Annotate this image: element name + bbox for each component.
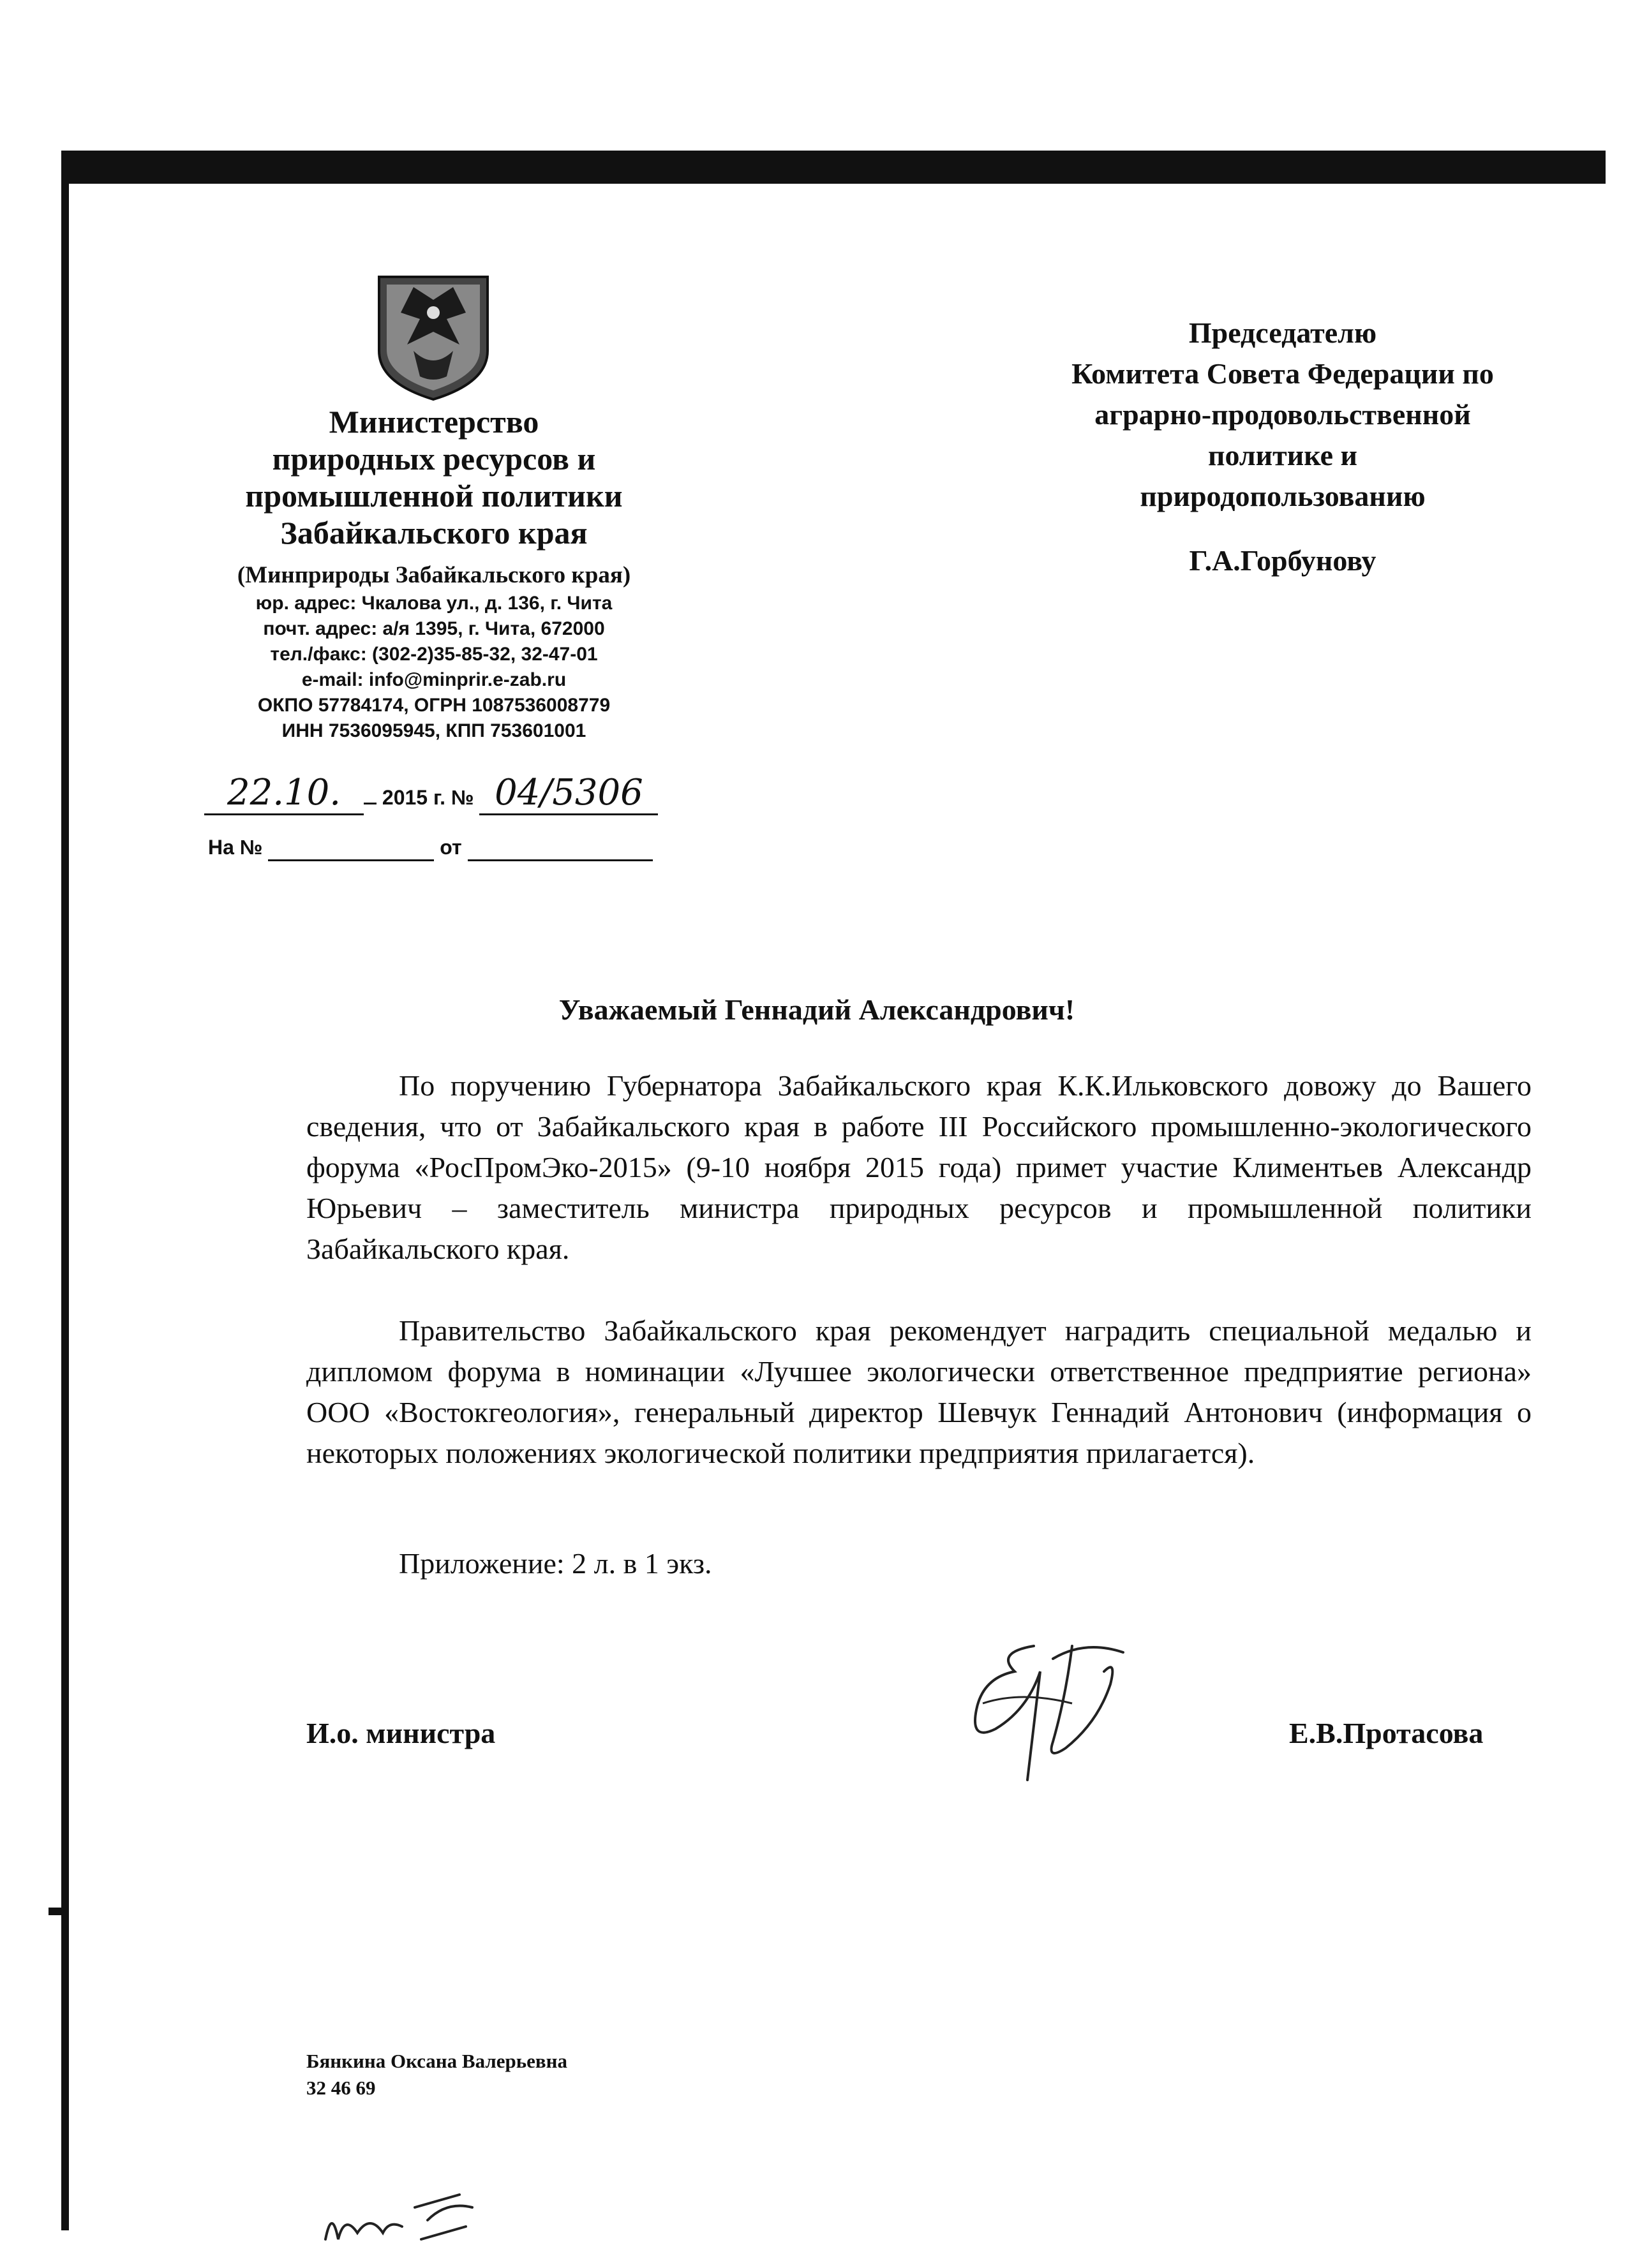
org-name	[191, 403, 676, 551]
recipient-line: Комитета Совета Федерации по	[1071, 357, 1494, 390]
org-phone-fax: тел./факс: (302-2)35-85-32, 32-47-01	[270, 644, 598, 665]
executor-block	[306, 2048, 567, 2101]
recipient-line: Председателю	[1188, 316, 1377, 349]
body-paragraph-1: По поручению Губернатора Забайкальского края К.К.Ильковского довожу до Вашего сведения, что от Забайкальского края в работе III Российского промышленно-экологического форума «РосПромЭко-2015» (9-10 ноября 2015 года) примет участие Климентьев Александр Юрьевич – заместитель министра природных ресурсов и промышленной политики Забайкальского края.	[306, 1069, 1532, 1265]
handwritten-number: 04/5306	[479, 772, 658, 815]
recipient-name: Г.А.Горбунову	[1189, 544, 1376, 577]
outgoing-year-number-label: 2015 г. №	[382, 786, 474, 809]
org-short-name: (Минприроды Забайкальского края)	[237, 562, 631, 588]
reference-number-blank	[268, 836, 434, 861]
signer-title: И.о. министра	[306, 1717, 496, 1749]
page-border-top	[61, 151, 1606, 184]
salutation: Уважаемый Геннадий Александрович!	[558, 993, 1075, 1026]
org-name-line: Министерство	[329, 404, 539, 440]
org-name-line: природных ресурсов и	[272, 441, 596, 477]
reference-line	[208, 836, 680, 861]
handwritten-date: 22.10.	[204, 772, 364, 815]
page-border-left	[61, 151, 69, 2230]
recipient-block	[976, 313, 1589, 517]
body-paragraph-2: Правительство Забайкальского края рекомендует наградить специальной медалью и дипломом форума в номинации «Лучшее экологически ответственное предприятие региона» ООО «Востокгеология», генеральный директор Шевчук Геннадий Антонович (информация о некоторых положениях экологической политики предприятия прилагается).	[306, 1314, 1532, 1469]
recipient-line: политике и	[1207, 439, 1358, 471]
outgoing-date-number	[204, 772, 676, 815]
org-name-line: Забайкальского края	[280, 515, 588, 551]
handwritten-signature	[957, 1633, 1161, 1786]
reference-date-blank	[468, 836, 653, 861]
reference-from-label: от	[440, 836, 462, 859]
reference-number-label: На №	[208, 836, 263, 859]
executor-name: Бянкина Оксана Валерьевна	[306, 2050, 568, 2072]
recipient-line: природопользованию	[1140, 480, 1426, 512]
org-name-line: промышленной политики	[245, 478, 623, 514]
margin-mark	[48, 1908, 61, 1915]
org-postal-address: почт. адрес: а/я 1395, г. Чита, 672000	[263, 618, 605, 639]
org-inn-kpp: ИНН 7536095945, КПП 753601001	[281, 720, 586, 741]
coat-of-arms-icon	[375, 274, 491, 402]
handwritten-mark	[319, 2182, 485, 2252]
signer-name: Е.В.Протасова	[1289, 1717, 1484, 1749]
executor-phone: 32 46 69	[306, 2077, 376, 2099]
recipient-line: аграрно-продовольственной	[1094, 398, 1471, 431]
org-legal-address: юр. адрес: Чкалова ул., д. 136, г. Чита	[255, 593, 613, 614]
org-okpo-ogrn: ОКПО 57784174, ОГРН 1087536008779	[257, 695, 611, 716]
org-details	[191, 591, 676, 744]
attachment-note: Приложение: 2 л. в 1 экз.	[399, 1547, 712, 1580]
org-email: e-mail: info@minprir.e-zab.ru	[301, 669, 567, 690]
